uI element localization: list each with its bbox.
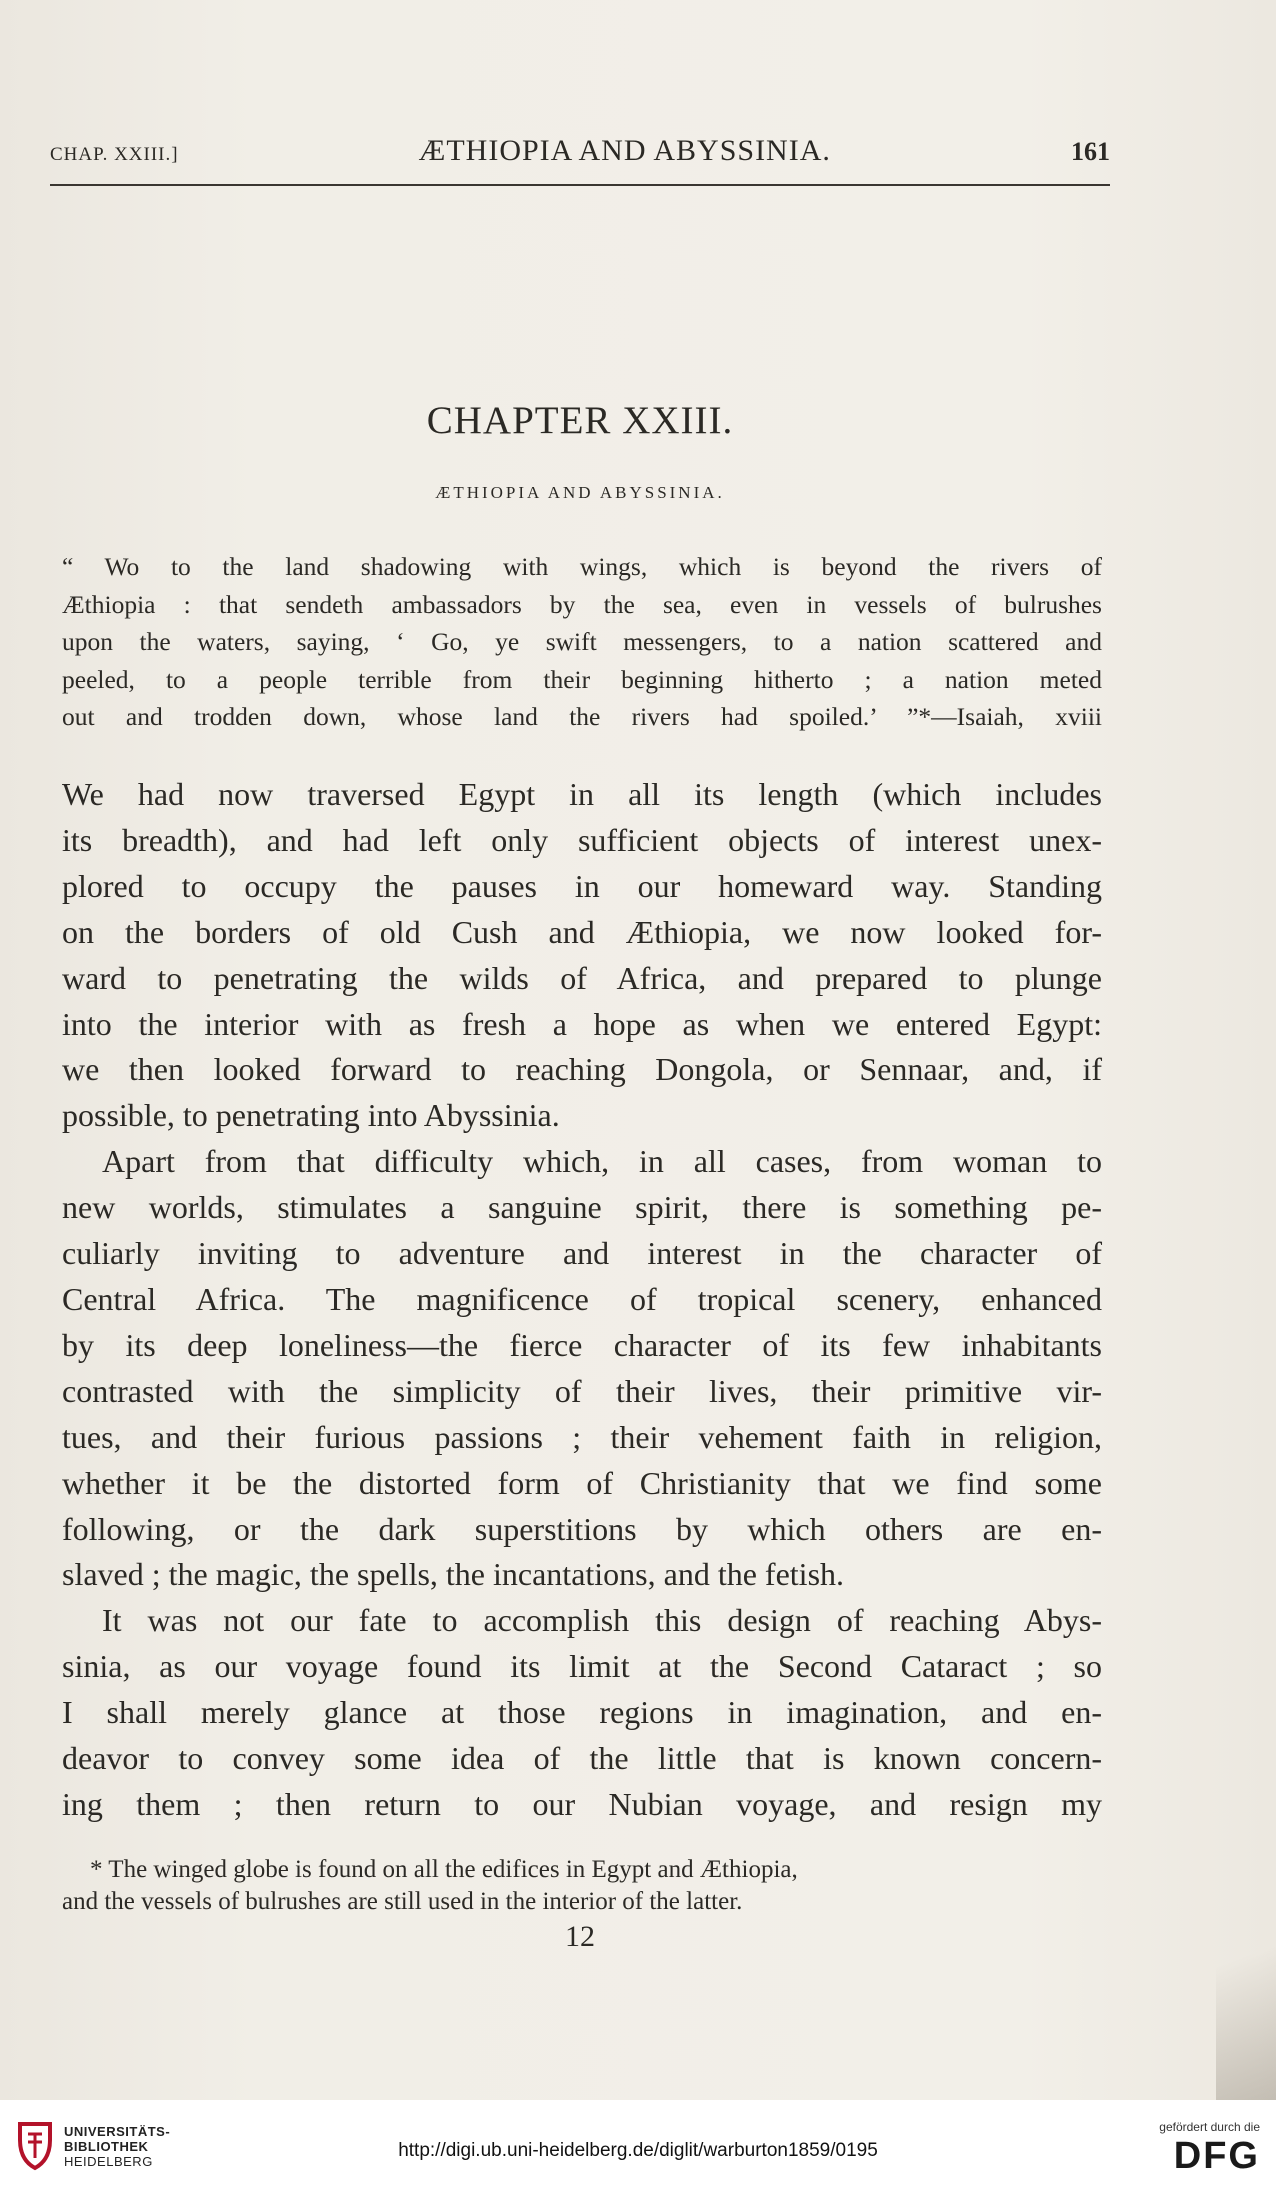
epigraph-line: out and trodden down, whose land the rivers had spoiled.’ ”*—Isaiah, xviii <box>62 702 1102 731</box>
body-line: culiarly inviting to adventure and interest in the character of <box>62 1235 1102 1272</box>
body-line: Apart from that difficulty which, in all cases, from woman to <box>102 1143 1102 1180</box>
body-line: It was not our fate to accomplish this design of reaching Abys- <box>102 1602 1102 1639</box>
body-line: We had now traversed Egypt in all its length (which includes <box>62 776 1102 812</box>
funding-note: gefördert durch die <box>1159 2120 1260 2134</box>
page-number: 161 <box>1070 137 1110 166</box>
body-line: ing them ; then return to our Nubian voyage, and resign my <box>62 1785 1102 1822</box>
body-line: following, or the dark superstitions by which others are en- <box>62 1510 1102 1547</box>
signature-mark: 12 <box>565 1920 595 1953</box>
body-line: ward to penetrating the wilds of Africa, and prepared to plunge <box>62 959 1102 996</box>
footnote-line: * The winged globe is found on all the edifices in Egypt and Æthiopia, <box>90 1856 798 1883</box>
digitization-footer <box>0 2100 1276 2201</box>
body-line: its breadth), and had left only sufficient objects of interest unex- <box>62 821 1102 858</box>
body-text <box>62 772 1102 1828</box>
body-line: whether it be the distorted form of Christianity that we find some <box>62 1464 1102 1501</box>
epigraph-line: “ Wo to the land shadowing with wings, which is beyond the rivers of <box>62 552 1102 581</box>
permalink-url[interactable]: http://digi.ub.uni-heidelberg.de/diglit/warburton1859/0195 <box>398 2140 878 2161</box>
body-line: slaved ; the magic, the spells, the incantations, and the fetish. <box>62 1556 845 1593</box>
header-chapter-ref: CHAP. XXIII.] <box>50 144 179 165</box>
epigraph <box>62 548 1102 736</box>
footnote-line: and the vessels of bulrushes are still used in the interior of the latter. <box>62 1888 743 1915</box>
body-line: we then looked forward to reaching Dongola, or Sennaar, and, if <box>62 1051 1102 1088</box>
body-line: new worlds, stimulates a sanguine spirit, there is something pe- <box>62 1189 1102 1226</box>
body-line: possible, to penetrating into Abyssinia. <box>62 1097 560 1134</box>
body-line: sinia, as our voyage found its limit at the Second Cataract ; so <box>62 1648 1102 1685</box>
header-rule <box>50 184 1110 186</box>
chapter-title: CHAPTER XXIII. <box>426 399 734 442</box>
body-line: contrasted with the simplicity of their lives, their primitive vir- <box>62 1372 1102 1409</box>
chapter-subtitle: ÆTHIOPIA AND ABYSSINIA. <box>435 483 725 502</box>
body-line: tues, and their furious passions ; their vehement faith in religion, <box>62 1418 1102 1455</box>
body-line: into the interior with as fresh a hope as when we entered Egypt: <box>62 1005 1102 1042</box>
epigraph-line: upon the waters, saying, ‘ Go, ye swift messengers, to a nation scattered and <box>62 627 1102 656</box>
library-line: HEIDELBERG <box>64 2153 153 2169</box>
library-line: UNIVERSITÄTS- <box>64 2123 171 2139</box>
body-line: Central Africa. The magnificence of tropical scenery, enhanced <box>62 1280 1102 1317</box>
footnote <box>62 1854 1102 1918</box>
funder-logo-text: DFG <box>1173 2135 1260 2177</box>
body-line: plored to occupy the pauses in our homeward way. Standing <box>62 867 1102 904</box>
body-line: I shall merely glance at those regions in imagination, and en- <box>62 1694 1102 1731</box>
header-title: ÆTHIOPIA AND ABYSSINIA. <box>418 134 831 167</box>
dfg-logo[interactable] <box>1159 2120 1260 2178</box>
running-header <box>50 134 1110 174</box>
library-line: BIBLIOTHEK <box>64 2138 149 2154</box>
epigraph-line: peeled, to a people terrible from their beginning hitherto ; a nation meted <box>62 664 1102 694</box>
body-line: by its deep loneliness—the fierce character of its few inhabitants <box>62 1326 1102 1363</box>
body-line: on the borders of old Cush and Æthiopia, we now looked for- <box>62 913 1102 950</box>
page-edge-shadow <box>1216 1900 1276 2100</box>
body-line: deavor to convey some idea of the little that is known concern- <box>62 1740 1102 1777</box>
epigraph-line: Æthiopia : that sendeth ambassadors by the sea, even in vessels of bulrushes <box>62 589 1102 619</box>
